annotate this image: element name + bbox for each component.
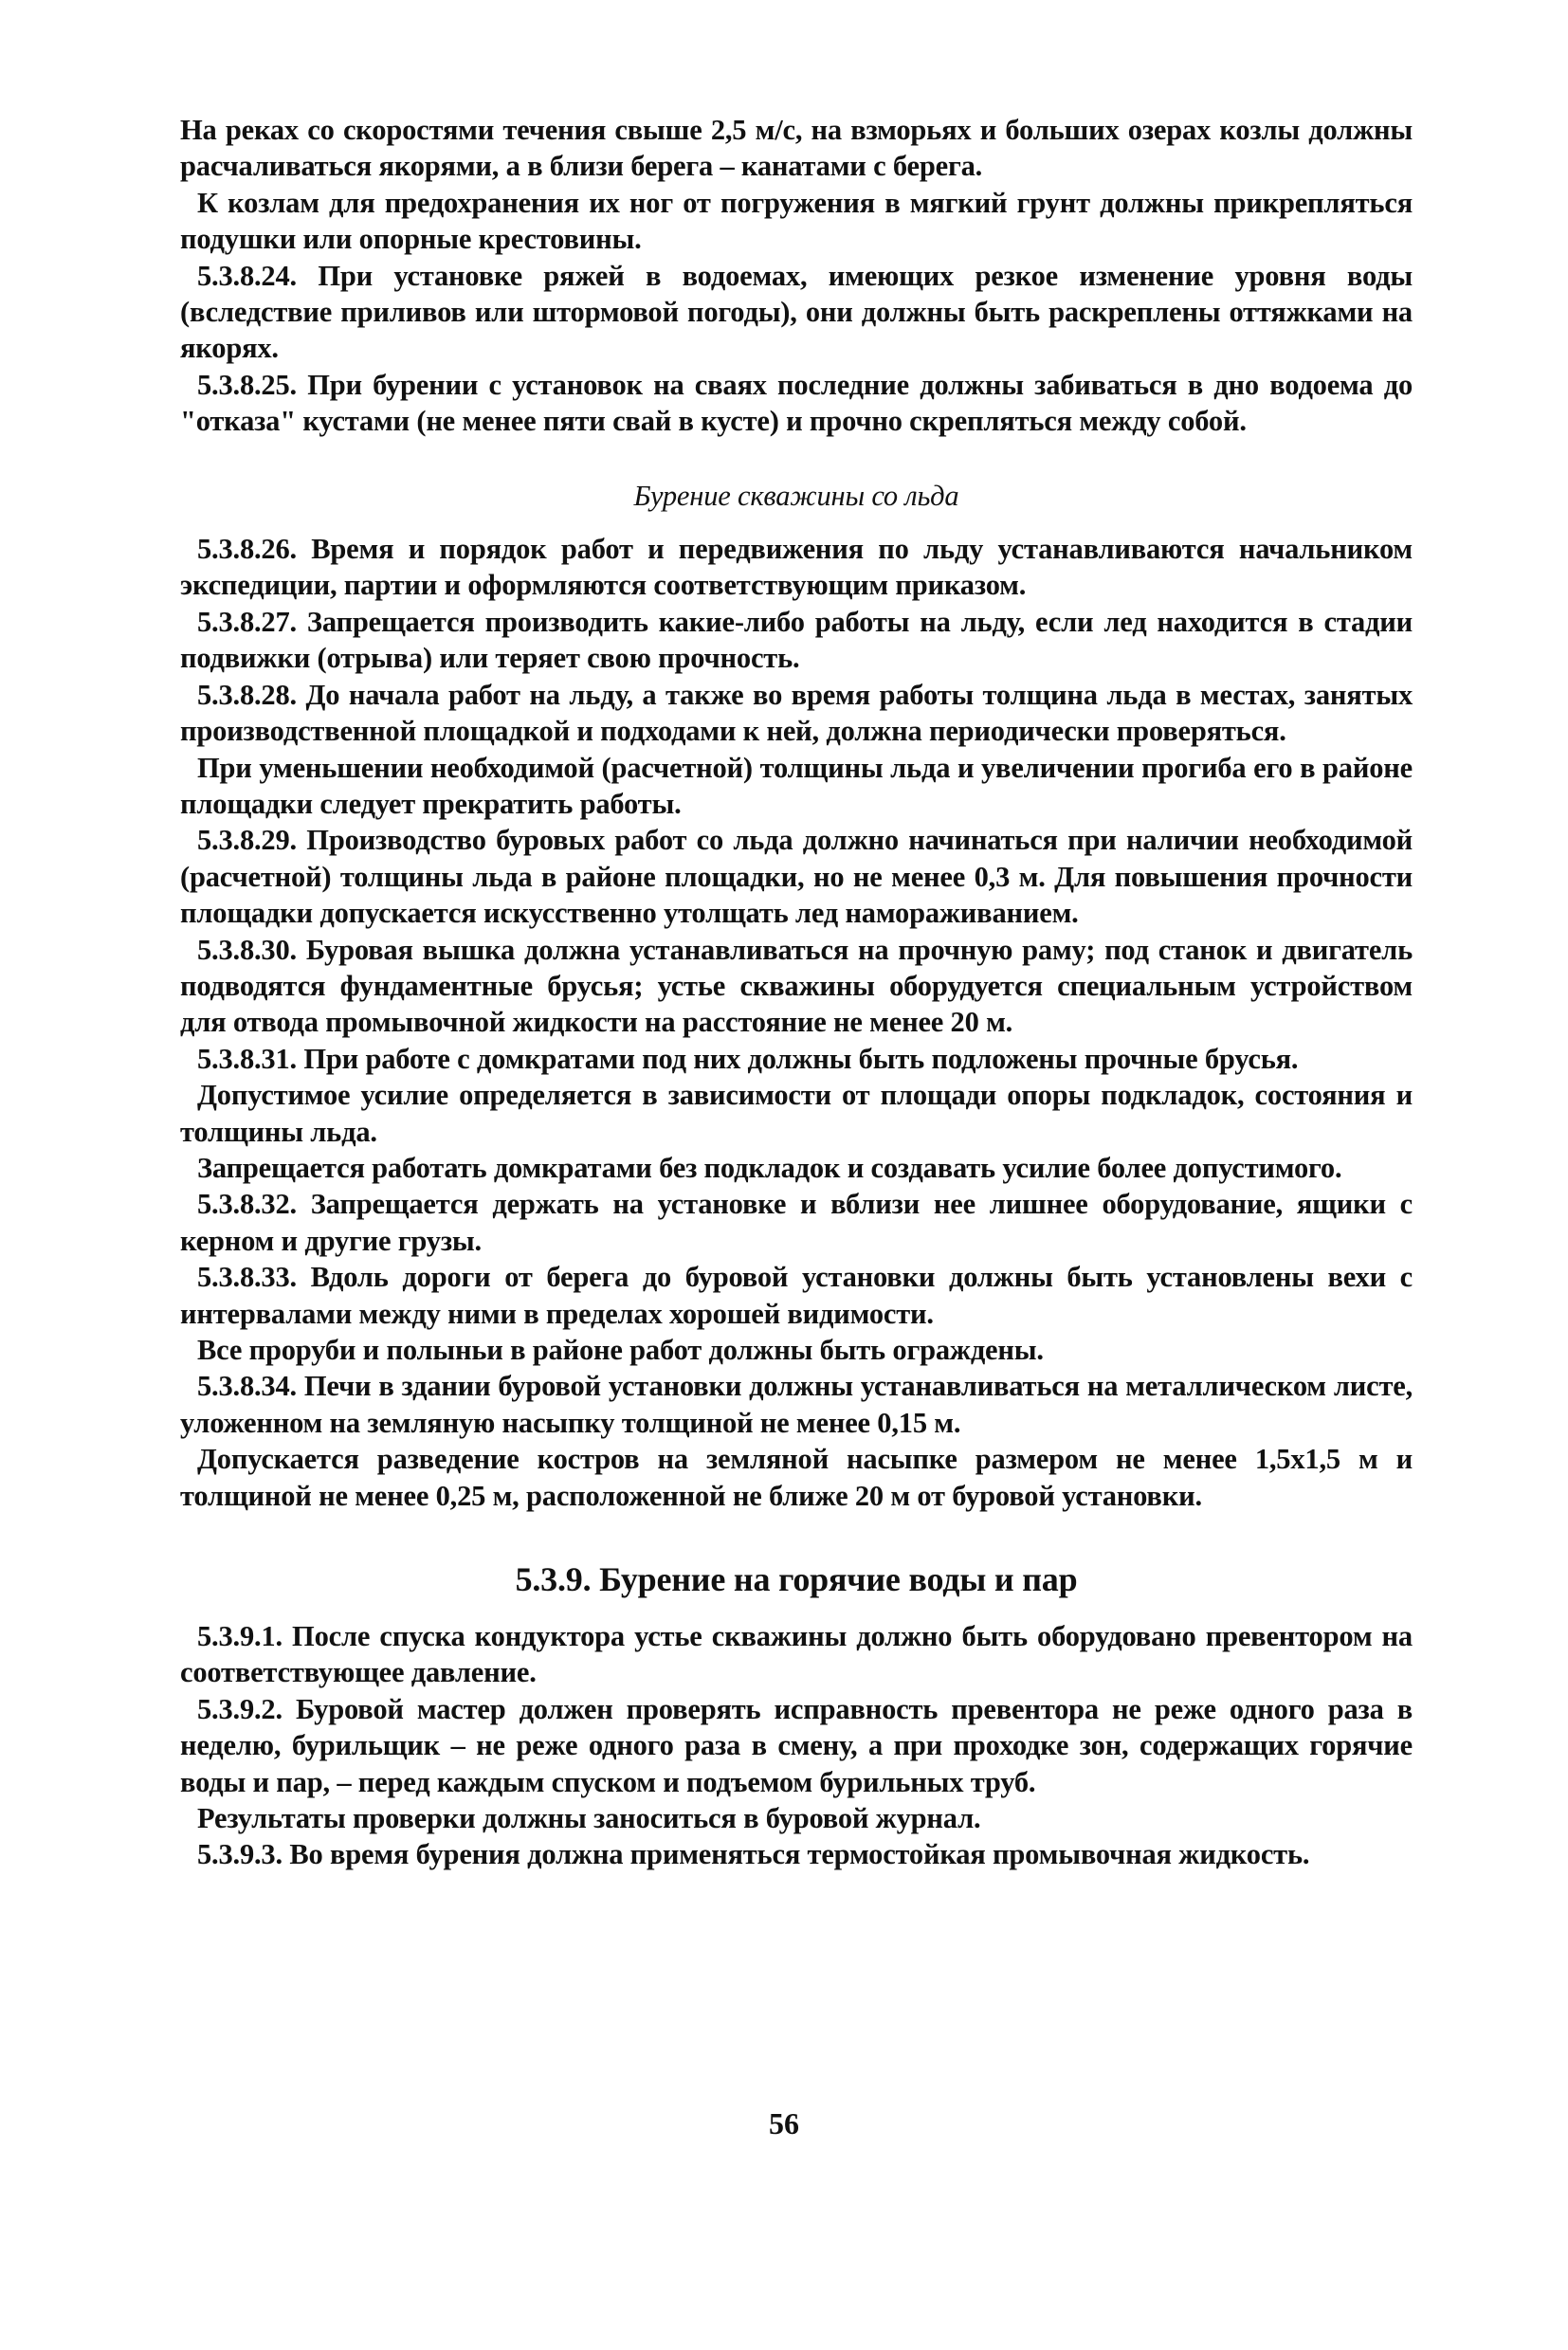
paragraph: 5.3.8.33. Вдоль дороги от берега до буровой установки должны быть установлены вехи с интервалами между ними в пределах хорошей видимости. bbox=[180, 1261, 1413, 1330]
paragraph: 5.3.9.1. После спуска кондуктора устье скважины должно быть оборудовано превентором на соответствующее давление. bbox=[180, 1620, 1413, 1689]
paragraph: 5.3.9.3. Во время бурения должна применяться термостойкая промывочная жидкость. bbox=[197, 1838, 1310, 1871]
paragraph: На реках со скоростями течения свыше 2,5 м/с, на взморьях и больших озерах козлы должны расчаливаться якорями, а в близи берега – канатами с берега. bbox=[180, 114, 1413, 183]
paragraph: Результаты проверки должны заноситься в буровой журнал. bbox=[197, 1802, 981, 1835]
subsection-heading: Бурение скважины со льда bbox=[633, 479, 959, 512]
paragraph: Все проруби и полыньи в районе работ должны быть ограждены. bbox=[197, 1334, 1044, 1366]
paragraph: 5.3.8.29. Производство буровых работ со льда должно начинаться при наличии необходимой (расчетной) толщины льда в районе площадки, но не менее 0,3 м. Для повышения прочности площадки допускается искусственно утолщать лед намораживанием. bbox=[180, 824, 1413, 930]
paragraph: К козлам для предохранения их ног от погружения в мягкий грунт должны прикрепляться подушки или опорные крестовины. bbox=[180, 186, 1413, 256]
section-heading: 5.3.9. Бурение на горячие воды и пар bbox=[515, 1560, 1078, 1599]
paragraph: 5.3.8.24. При установке ряжей в водоемах, имеющих резкое изменение уровня воды (вследствие приливов или штормовой погоды), они должны быть раскреплены оттяжками на якорях. bbox=[180, 259, 1413, 365]
paragraph: 5.3.8.32. Запрещается держать на установке и вблизи нее лишнее оборудование, ящики с керном и другие грузы. bbox=[180, 1188, 1413, 1257]
paragraph: 5.3.9.2. Буровой мастер должен проверять исправность превентора не реже одного раза в неделю, бурильщик – не реже одного раза в смену, а при проходке зон, содержащих горячие воды и пар, – перед каждым спуском и подъемом бурильных труб. bbox=[180, 1692, 1413, 1798]
page-number: 56 bbox=[769, 2106, 799, 2141]
paragraph: 5.3.8.31. При работе с домкратами под них должны быть подложены прочные брусья. bbox=[197, 1042, 1299, 1075]
paragraph: 5.3.8.27. Запрещается производить какие-либо работы на льду, если лед находится в стадии подвижки (отрыва) или теряет свою прочность. bbox=[180, 605, 1413, 675]
paragraph: 5.3.8.28. До начала работ на льду, а также во время работы толщина льда в местах, занятых производственной площадкой и подходами к ней, должна периодически проверяться. bbox=[180, 678, 1413, 748]
paragraph: Запрещается работать домкратами без подкладок и создавать усилие более допустимого. bbox=[197, 1151, 1342, 1184]
paragraph: 5.3.8.25. При бурении с установок на сваях последние должны забиваться в дно водоема до "отказа" кустами (не менее пяти свай в кусте) и прочно скрепляться между собой. bbox=[180, 368, 1413, 438]
paragraph: Допускается разведение костров на земляной насыпке размером не менее 1,5х1,5 м и толщиной не менее 0,25 м, расположенной не ближе 20 м от буровой установки. bbox=[180, 1443, 1413, 1512]
page-text-column bbox=[180, 112, 1413, 1873]
paragraph: При уменьшении необходимой (расчетной) толщины льда и увеличении прогиба его в районе площадки следует прекратить работы. bbox=[180, 751, 1413, 820]
paragraph: 5.3.8.30. Буровая вышка должна устанавливаться на прочную раму; под станок и двигатель подводятся фундаментные брусья; устье скважины оборудуется специальным устройством для отвода промывочной жидкости на расстояние не менее 20 м. bbox=[180, 933, 1413, 1039]
paragraph: 5.3.8.34. Печи в здании буровой установки должны устанавливаться на металлическом листе, уложенном на земляную насыпку толщиной не менее 0,15 м. bbox=[180, 1370, 1413, 1439]
paragraph: 5.3.8.26. Время и порядок работ и передвижения по льду устанавливаются начальником экспедиции, партии и оформляются соответствующим приказом. bbox=[180, 533, 1413, 602]
paragraph: Допустимое усилие определяется в зависимости от площади опоры подкладок, состояния и толщины льда. bbox=[180, 1079, 1413, 1148]
